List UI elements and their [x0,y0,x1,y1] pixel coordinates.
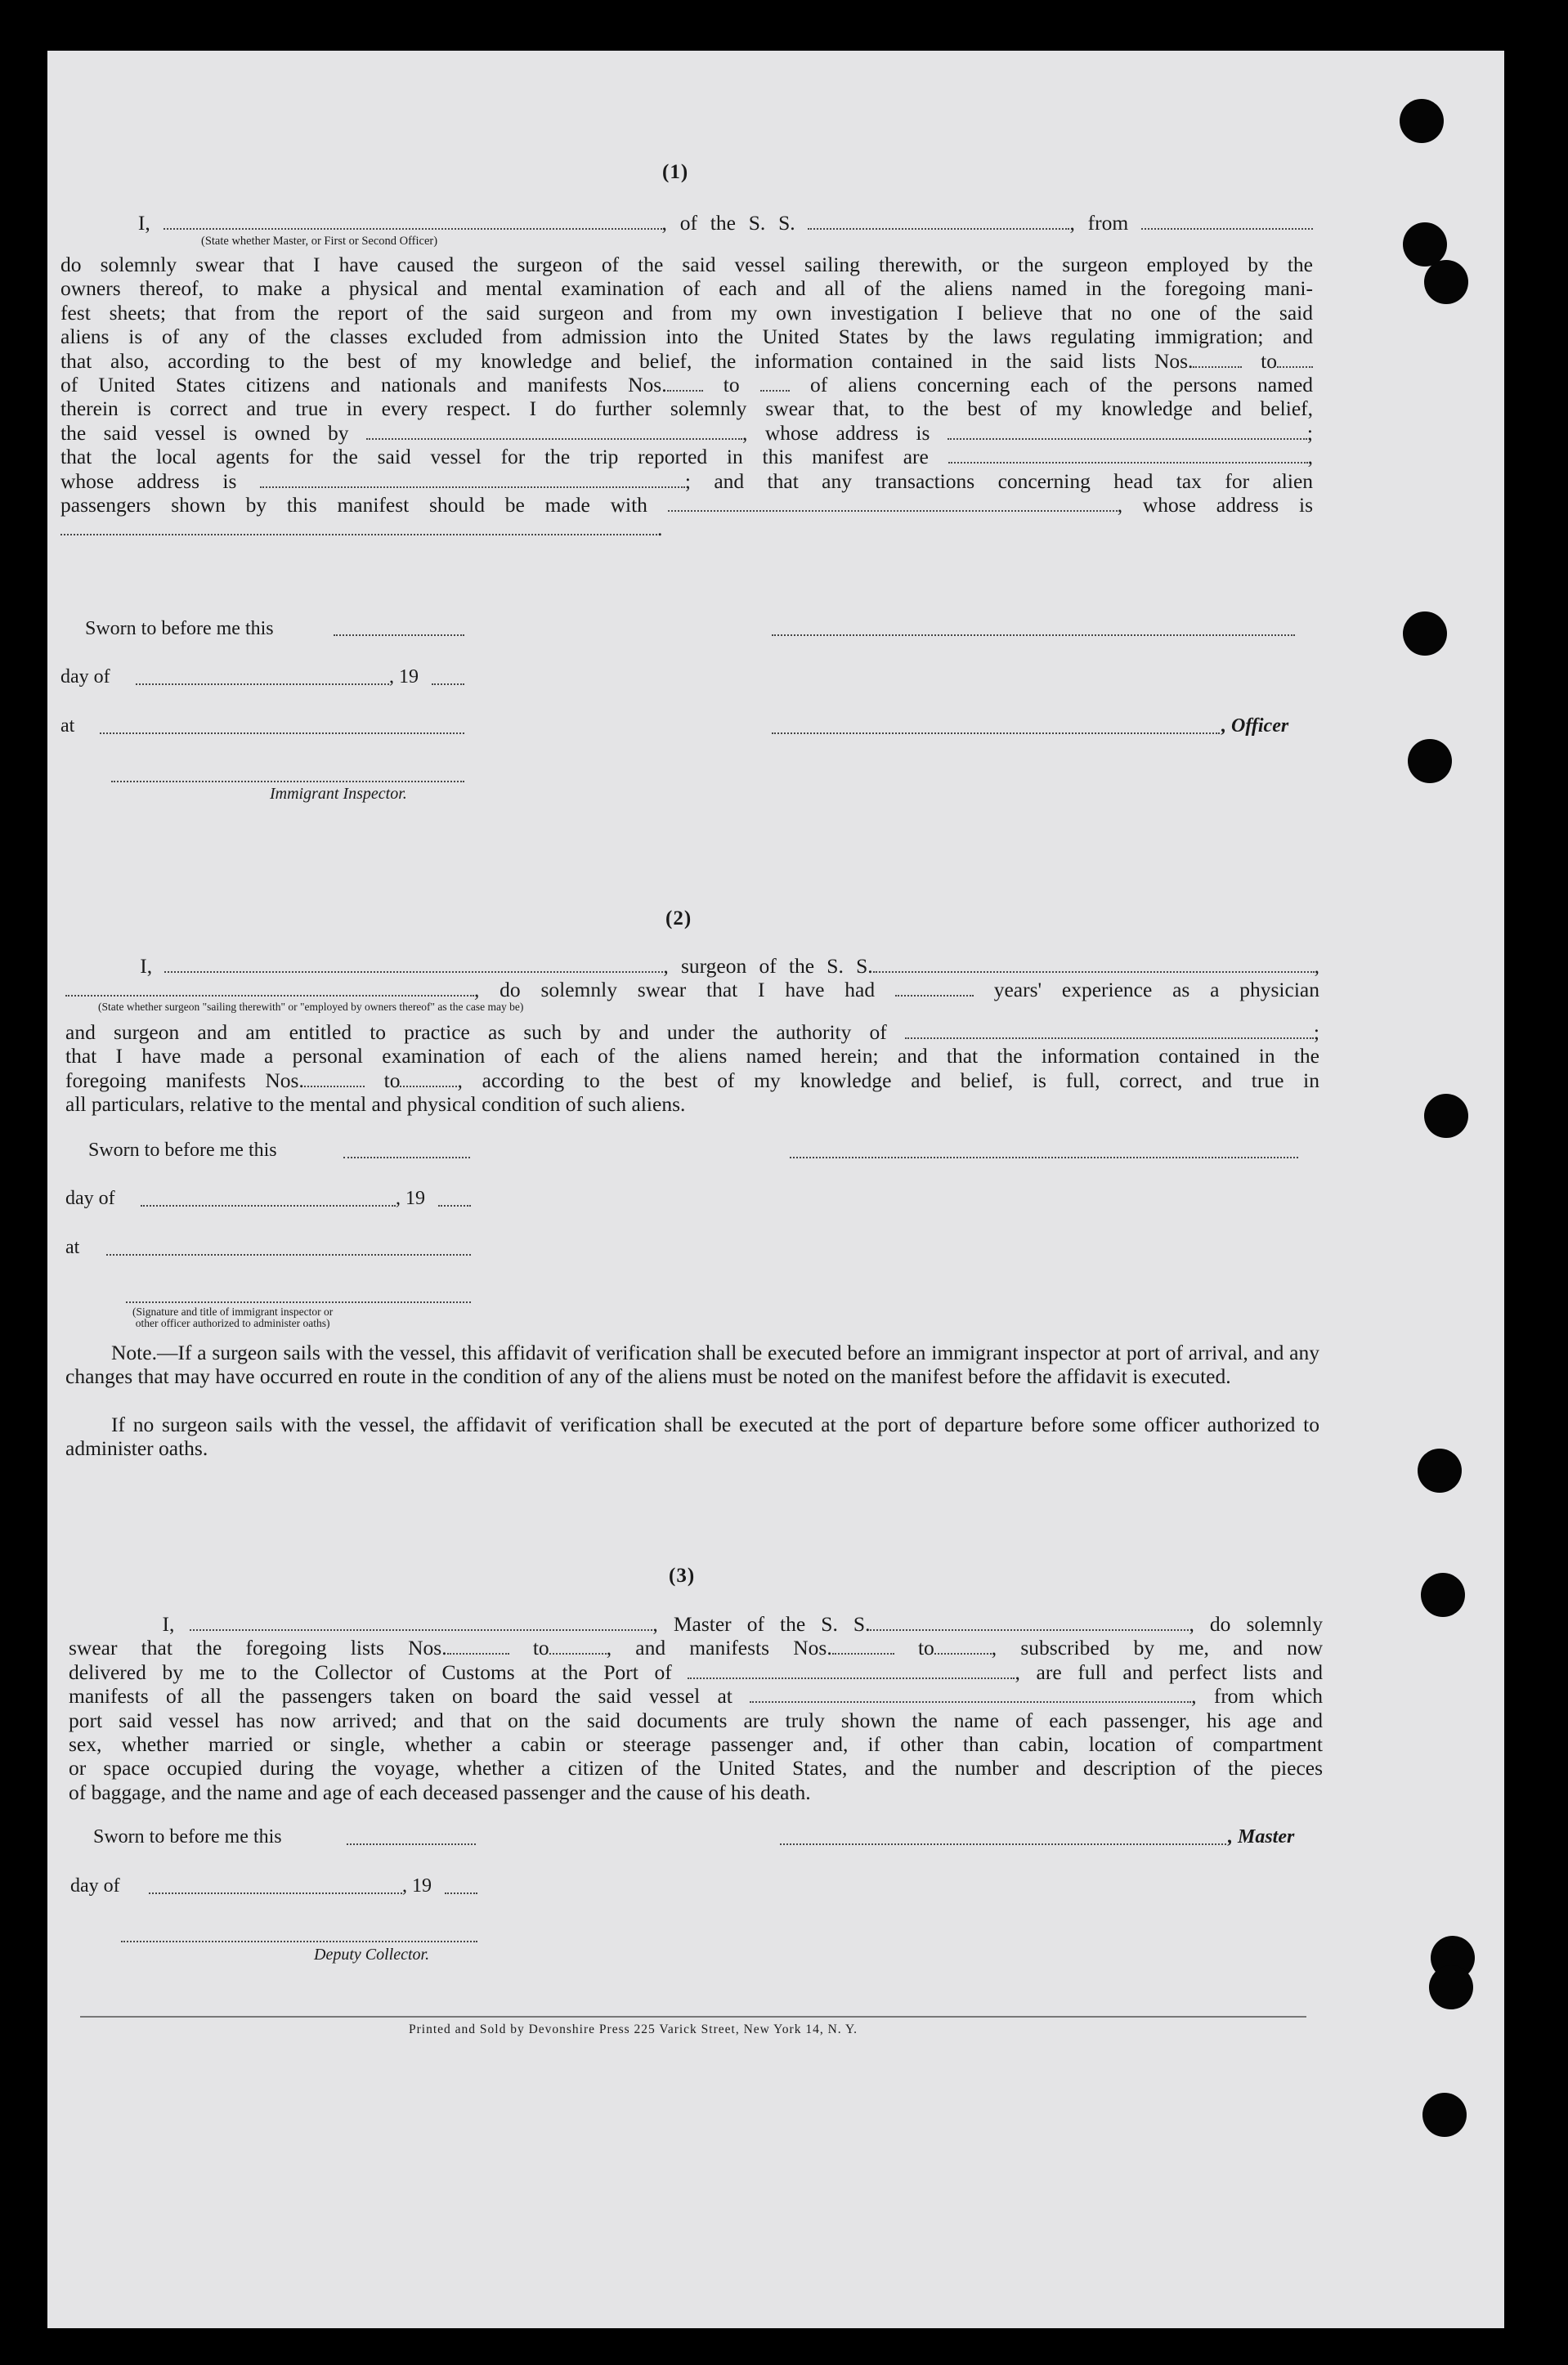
owner-address-field[interactable] [948,423,1307,440]
section-3-number: (3) [669,1565,696,1587]
note-paragraph-1: Note.—If a surgeon sails with the vessel, this affidavit of verification shall be executed before an immigrant inspector at port of arrival, and any changes that may have occurred en route in the condition of any of the aliens must be noted on the manifest before the affidavit is executed. [65,1341,1319,1389]
s3-lists-to-field[interactable] [549,1638,607,1655]
s2-line-4: that I have made a personal examination of each of the aliens named herein; and that the information contained in the [65,1044,1319,1068]
s3-collector-line[interactable] [121,1941,477,1942]
s1-manifests-from-field[interactable] [667,375,703,392]
s1-line-2: do solemnly swear that I have caused the surgeon of the said vessel sailing therewith, or the surgeon employed by the [60,253,1313,276]
section-3-paragraph [69,1612,1323,1804]
s2-day-field[interactable] [141,1205,396,1207]
s1-lists-to-field[interactable] [1277,352,1313,368]
form-page [47,51,1504,2328]
s1-year-field[interactable] [432,683,464,685]
s1-dayof-label: day of [60,666,110,688]
officer-name-field[interactable] [164,213,662,230]
s3-sworn-date-field[interactable] [347,1843,476,1845]
s1-officer-label: , Officer [1221,715,1289,737]
s3-lists-from-field[interactable] [447,1638,509,1655]
master-name-field[interactable] [190,1615,652,1631]
s1-officer-line[interactable] [772,732,1220,734]
s1-at-label: at [60,715,75,737]
s1-line-11: whose address is ; and that any transactions concerning head tax for alien [60,468,1314,493]
section-1-paragraph [60,253,1313,541]
s1-at-field[interactable] [100,732,464,734]
head-tax-address-field[interactable] [60,519,657,535]
s2-year-label: , 19 [396,1188,425,1209]
s2-inspector-caption-1: (Signature and title of immigrant inspector or [132,1306,334,1318]
printer-footer: Printed and Sold by Devonshire Press 225 Varick Street, New York 14, N. Y. [409,2022,858,2036]
s3-year-field[interactable] [445,1892,477,1894]
s3-master-label: , Master [1228,1826,1295,1848]
s3-day-field[interactable] [149,1892,402,1894]
s1-line-5: aliens is of any of the classes excluded from admission into the United States by the laws regulating immigration; and [60,325,1313,349]
s1-sworn-date-field[interactable] [334,634,464,636]
s1-day-field[interactable] [136,683,389,685]
section-2-paragraph [65,1020,1319,1117]
s1-line-13: . [60,517,1313,540]
from-port-field[interactable] [1141,213,1313,230]
s1-line-12: passengers shown by this manifest should be made with , whose address is [60,493,1314,517]
s2-line-6: all particulars, relative to the mental and physical condition of such aliens. [65,1092,686,1117]
s2-signature-line[interactable] [790,1157,1298,1158]
s2-inspector-caption [132,1306,333,1329]
local-agents-field[interactable] [948,447,1308,464]
s2-at-field[interactable] [106,1254,471,1256]
punch-hole [1403,611,1447,656]
vessel-name-field[interactable] [808,213,1069,230]
s3-line-3: delivered by me to the Collector of Customs at the Port of , are full and perfect lists and [69,1660,1323,1684]
punch-hole [1429,1965,1473,2009]
customs-port-field[interactable] [688,1663,1015,1679]
s3-year-label: , 19 [402,1875,432,1897]
section-1-body [60,211,1313,235]
s1-line-8: therein is correct and true in every respect. I do further solemnly swear that, to the best of my knowledge and belief, [60,396,1313,421]
s3-line-8: of baggage, and the name and age of each deceased passenger and the cause of his death. [69,1780,811,1804]
s2-line-5: foregoing manifests Nos. to , according to the best of my knowledge and belief, is full, correct, and true in [65,1068,1319,1092]
s2-at-label: at [65,1237,80,1258]
section-2-body [65,954,1319,1002]
s1-line-6: that also, according to the best of my knowledge and belief, the information contained in the said lists Nos. to [60,349,1313,373]
authority-field[interactable] [905,1023,1314,1039]
s3-line-2: swear that the foregoing lists Nos. to , and manifests Nos. to , subscribed by me, and now [69,1636,1324,1660]
surgeon-name-field[interactable] [164,956,663,973]
s3-line-4: manifests of all the passengers taken on board the said vessel at , from which [69,1684,1323,1709]
s1-line-7: of United States citizens and nationals and manifests Nos. to of aliens concerning each of the persons named [60,373,1314,397]
s1-line-3: owners thereof, to make a physical and mental examination of each and all of the aliens named in the foregoing mani- [60,276,1313,301]
s2-manifests-from-field[interactable] [304,1071,365,1087]
s2-line-3: and surgeon and am entitled to practice as such by and under the authority of ; [65,1020,1320,1044]
s2-manifests-to-field[interactable] [400,1071,457,1087]
note-paragraph-2: If no surgeon sails with the vessel, the affidavit of verification shall be executed at the port of departure before some officer authorized to administer oaths. [65,1413,1319,1461]
s3-master-signature-line[interactable] [780,1843,1226,1845]
s2-status-caption: (State whether surgeon "sailing therewith" or "employed by owners thereof" as the case may be) [98,1001,524,1013]
years-experience-field[interactable] [895,980,974,997]
s2-dayof-label: day of [65,1188,115,1209]
s3-line-6: sex, whether married or single, whether a cabin or steerage passenger and, if other than cabin, location of compartment [69,1732,1323,1757]
punch-hole [1424,1094,1468,1138]
punch-hole [1421,1573,1465,1617]
s1-line-9: the said vessel is owned by , whose address is ; [60,420,1313,445]
s1-year-label: , 19 [389,666,419,688]
agents-address-field[interactable] [260,472,685,488]
s3-collector-label: Deputy Collector. [314,1946,430,1964]
s2-inspector-line[interactable] [126,1301,471,1303]
footer-rule [80,2016,1306,2018]
punch-hole [1408,739,1452,783]
s3-line-1: I, , Master of the S. S. , do solemnly [162,1612,1324,1636]
s3-vessel-field[interactable] [870,1615,1189,1631]
s1-lists-from-field[interactable] [1193,352,1242,368]
s1-line-1: I, , of the S. S. , from [60,211,1313,235]
s3-line-7: or space occupied during the voyage, whether a citizen of the United States, and the number and description of the pieces [69,1756,1323,1780]
boarding-port-field[interactable] [750,1686,1191,1703]
punch-hole [1400,99,1444,143]
s2-inspector-caption-2: other officer authorized to administer oaths) [135,1317,330,1329]
s2-sworn-label: Sworn to before me this [88,1140,277,1161]
s3-manifests-to-field[interactable] [934,1638,992,1655]
s3-line-5: port said vessel has now arrived; and that on the said documents are truly shown the name of each passenger, his age and [69,1708,1323,1732]
punch-hole [1422,2093,1467,2137]
s1-sworn-label: Sworn to before me this [85,618,274,639]
s1-manifests-to-field[interactable] [760,375,790,392]
s3-dayof-label: day of [70,1875,120,1897]
s1-inspector-label: Immigrant Inspector. [270,785,407,803]
s1-inspector-line[interactable] [111,781,464,782]
punch-hole [1418,1449,1462,1493]
punch-hole [1424,260,1468,304]
s3-sworn-label: Sworn to before me this [93,1826,282,1848]
s1-signature-line[interactable] [772,634,1295,636]
s1-line-4: fest sheets; that from the report of the said surgeon and from my own investigation I believe that no one of the said [60,300,1313,325]
s2-sworn-date-field[interactable] [343,1157,470,1158]
s1-line-10: that the local agents for the said vessel for the trip reported in this manifest are , [60,445,1314,469]
head-tax-contact-field[interactable] [668,495,1118,512]
s2-line-2: , do solemnly swear that I have had years' experience as a physician [65,978,1319,1001]
s2-vessel-field[interactable] [873,956,1315,973]
s1-title-caption: (State whether Master, or First or Second Officer) [201,235,438,248]
s2-line-1: I, , surgeon of the S. S. , [140,954,1320,978]
s3-manifests-from-field[interactable] [832,1638,894,1655]
s2-year-field[interactable] [438,1205,471,1207]
surgeon-status-field[interactable] [65,980,474,997]
owner-field[interactable] [366,423,742,440]
section-1-number: (1) [662,161,689,183]
section-2-number: (2) [665,907,692,929]
